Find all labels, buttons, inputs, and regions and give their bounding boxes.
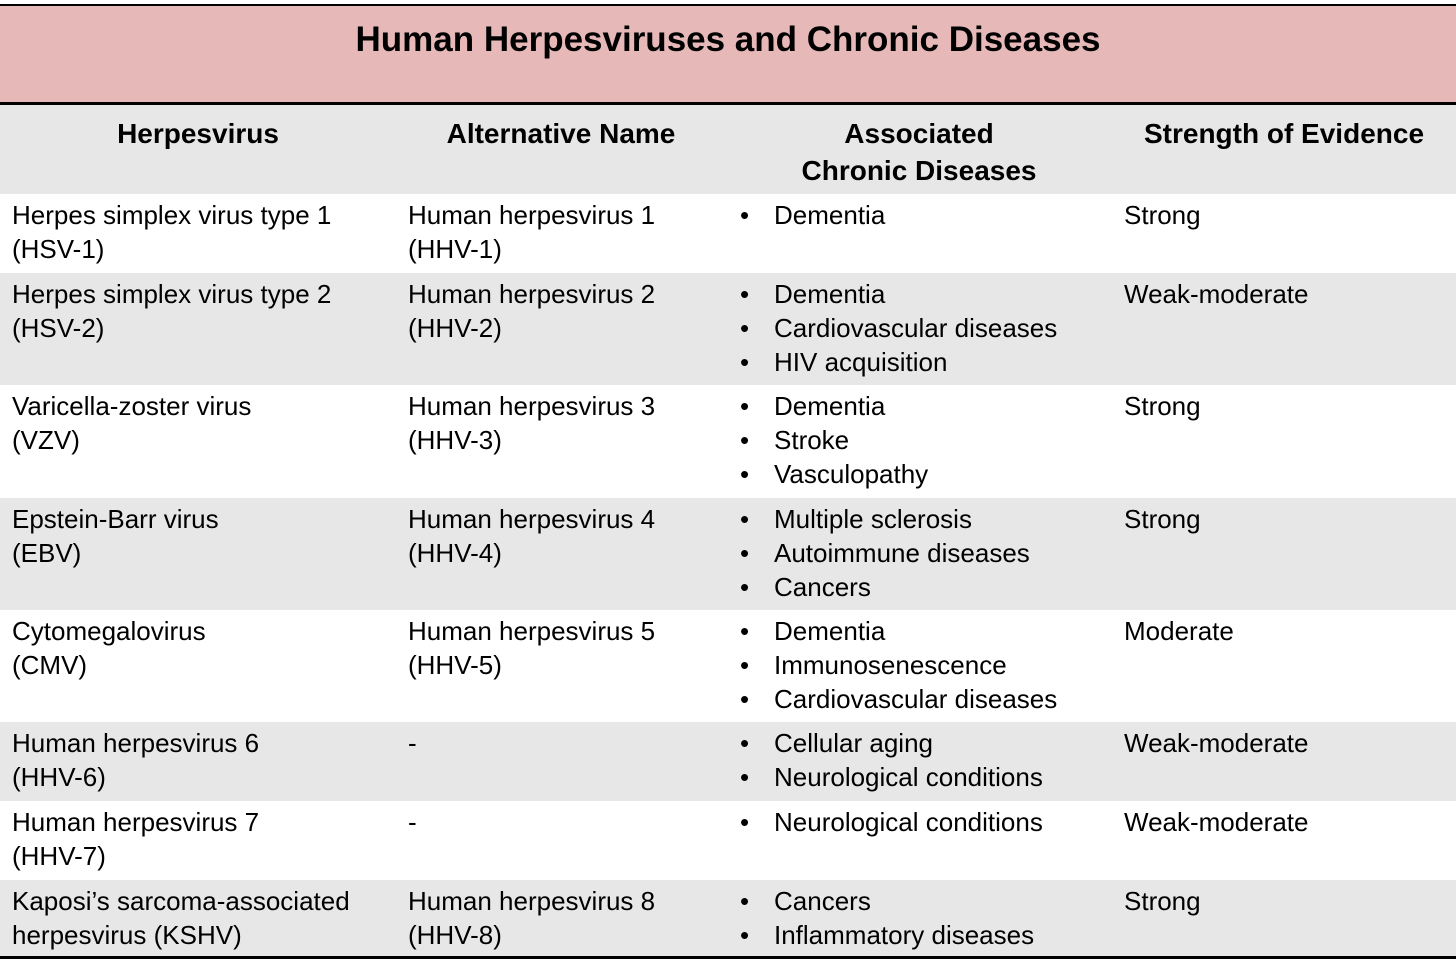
- disease-text: Autoimmune diseases: [774, 538, 1030, 568]
- diseases-cell: [726, 801, 1112, 880]
- virus-name: Varicella-zoster virus: [12, 391, 252, 421]
- bullet-icon: •: [740, 616, 750, 646]
- diseases-cell: [726, 385, 1112, 498]
- alt-name-cell: [396, 880, 726, 958]
- bullet-icon: •: [740, 279, 750, 309]
- disease-item: [738, 345, 1106, 379]
- disease-text: Neurological conditions: [774, 807, 1043, 837]
- virus-abbrev: (HHV-6): [12, 762, 106, 792]
- virus-cell: [0, 385, 396, 498]
- alt-abbrev: (HHV-8): [408, 920, 502, 950]
- disease-item: [738, 884, 1106, 918]
- alt-name: -: [408, 807, 417, 837]
- diseases-list: [738, 198, 1106, 232]
- virus-name: Herpes simplex virus type 1: [12, 200, 332, 230]
- virus-cell: [0, 722, 396, 801]
- virus-name: Herpes simplex virus type 2: [12, 279, 332, 309]
- disease-item: [738, 536, 1106, 570]
- disease-item: [738, 198, 1106, 232]
- alt-name: -: [408, 728, 417, 758]
- diseases-cell: [726, 880, 1112, 958]
- bullet-icon: •: [740, 459, 750, 489]
- bullet-icon: •: [740, 762, 750, 792]
- disease-text: Vasculopathy: [774, 459, 929, 489]
- table-row: [0, 610, 1456, 722]
- virus-name: Kaposi’s sarcoma-associated: [12, 886, 350, 916]
- diseases-list: [738, 805, 1106, 839]
- bullet-icon: •: [740, 728, 750, 758]
- disease-text: Cancers: [774, 886, 871, 916]
- header-row: [0, 105, 1456, 194]
- alt-abbrev: (HHV-2): [408, 313, 502, 343]
- title-banner: [0, 4, 1456, 105]
- table-body: [0, 194, 1456, 958]
- header-strength-of-evidence: Strength of Evidence: [1112, 105, 1456, 194]
- bullet-icon: •: [740, 538, 750, 568]
- virus-abbrev: (EBV): [12, 538, 82, 568]
- table-row: [0, 385, 1456, 498]
- bullet-icon: •: [740, 886, 750, 916]
- table-title: Human Herpesviruses and Chronic Diseases: [355, 20, 1101, 59]
- table-row: [0, 194, 1456, 273]
- disease-text: Stroke: [774, 425, 850, 455]
- evidence-cell: Strong: [1112, 385, 1456, 498]
- header-alternative-name: Alternative Name: [396, 105, 726, 194]
- bullet-icon: •: [740, 504, 750, 534]
- diseases-cell: [726, 194, 1112, 273]
- disease-item: [738, 726, 1106, 760]
- alt-abbrev: (HHV-5): [408, 650, 502, 680]
- diseases-cell: [726, 610, 1112, 722]
- alt-abbrev: (HHV-3): [408, 425, 502, 455]
- disease-item: [738, 760, 1106, 794]
- bullet-icon: •: [740, 650, 750, 680]
- disease-text: HIV acquisition: [774, 347, 948, 377]
- bullet-icon: •: [740, 920, 750, 950]
- header-associated-diseases: [726, 105, 1112, 194]
- diseases-list: [738, 389, 1106, 491]
- disease-text: Multiple sclerosis: [774, 504, 972, 534]
- disease-item: [738, 614, 1106, 648]
- herpesvirus-table: [0, 105, 1456, 958]
- disease-text: Cancers: [774, 572, 871, 602]
- alt-name: Human herpesvirus 8: [408, 886, 656, 916]
- disease-item: [738, 311, 1106, 345]
- disease-item: [738, 389, 1106, 423]
- virus-cell: [0, 194, 396, 273]
- virus-cell: [0, 610, 396, 722]
- virus-cell: [0, 880, 396, 958]
- disease-text: Neurological conditions: [774, 762, 1043, 792]
- disease-text: Immunosenescence: [774, 650, 1007, 680]
- bullet-icon: •: [740, 807, 750, 837]
- alt-abbrev: (HHV-4): [408, 538, 502, 568]
- evidence-cell: Strong: [1112, 194, 1456, 273]
- disease-text: Dementia: [774, 391, 886, 421]
- alt-name: Human herpesvirus 1: [408, 200, 656, 230]
- alt-name-cell: [396, 801, 726, 880]
- alt-name: Human herpesvirus 2: [408, 279, 656, 309]
- evidence-cell: Moderate: [1112, 610, 1456, 722]
- virus-abbrev: (CMV): [12, 650, 88, 680]
- virus-name: Epstein-Barr virus: [12, 504, 219, 534]
- table-header: [0, 105, 1456, 194]
- alt-name-cell: [396, 194, 726, 273]
- alt-name-cell: [396, 722, 726, 801]
- virus-abbrev: (HHV-7): [12, 841, 106, 871]
- bullet-icon: •: [740, 684, 750, 714]
- table-row: [0, 722, 1456, 801]
- bullet-icon: •: [740, 425, 750, 455]
- disease-text: Cellular aging: [774, 728, 933, 758]
- virus-cell: [0, 801, 396, 880]
- diseases-cell: [726, 722, 1112, 801]
- virus-abbrev: (HSV-1): [12, 234, 105, 264]
- diseases-cell: [726, 498, 1112, 610]
- disease-item: [738, 918, 1106, 952]
- alt-name-cell: [396, 498, 726, 610]
- alt-name-cell: [396, 273, 726, 385]
- disease-item: [738, 423, 1106, 457]
- diseases-list: [738, 502, 1106, 604]
- disease-text: Dementia: [774, 200, 886, 230]
- virus-abbrev: (VZV): [12, 425, 80, 455]
- disease-text: Inflammatory diseases: [774, 920, 1035, 950]
- bullet-icon: •: [740, 347, 750, 377]
- diseases-list: [738, 614, 1106, 716]
- disease-item: [738, 457, 1106, 491]
- header-diseases-line2: Chronic Diseases: [801, 155, 1037, 186]
- header-diseases-line1: Associated: [844, 118, 994, 149]
- disease-item: [738, 570, 1106, 604]
- bullet-icon: •: [740, 391, 750, 421]
- virus-name: Human herpesvirus 7: [12, 807, 260, 837]
- table-row: [0, 498, 1456, 610]
- header-herpesvirus: Herpesvirus: [0, 105, 396, 194]
- bullet-icon: •: [740, 313, 750, 343]
- alt-abbrev: (HHV-1): [408, 234, 502, 264]
- disease-item: [738, 277, 1106, 311]
- virus-abbrev: herpesvirus (KSHV): [12, 920, 242, 950]
- diseases-list: [738, 726, 1106, 794]
- alt-name: Human herpesvirus 3: [408, 391, 656, 421]
- disease-item: [738, 648, 1106, 682]
- diseases-cell: [726, 273, 1112, 385]
- disease-text: Dementia: [774, 279, 886, 309]
- diseases-list: [738, 884, 1106, 952]
- table-row: [0, 801, 1456, 880]
- evidence-cell: Strong: [1112, 498, 1456, 610]
- disease-item: [738, 502, 1106, 536]
- evidence-cell: Weak-moderate: [1112, 273, 1456, 385]
- virus-cell: [0, 498, 396, 610]
- alt-name-cell: [396, 610, 726, 722]
- disease-text: Cardiovascular diseases: [774, 313, 1058, 343]
- disease-text: Cardiovascular diseases: [774, 684, 1058, 714]
- evidence-cell: Weak-moderate: [1112, 722, 1456, 801]
- bottom-border: [0, 956, 1456, 959]
- evidence-cell: Weak-moderate: [1112, 801, 1456, 880]
- disease-item: [738, 805, 1106, 839]
- evidence-cell: Strong: [1112, 880, 1456, 958]
- virus-name: Human herpesvirus 6: [12, 728, 260, 758]
- virus-name: Cytomegalovirus: [12, 616, 206, 646]
- virus-abbrev: (HSV-2): [12, 313, 105, 343]
- alt-name-cell: [396, 385, 726, 498]
- table-row: [0, 273, 1456, 385]
- bullet-icon: •: [740, 200, 750, 230]
- disease-item: [738, 682, 1106, 716]
- bullet-icon: •: [740, 572, 750, 602]
- diseases-list: [738, 277, 1106, 379]
- virus-cell: [0, 273, 396, 385]
- disease-text: Dementia: [774, 616, 886, 646]
- alt-name: Human herpesvirus 4: [408, 504, 656, 534]
- alt-name: Human herpesvirus 5: [408, 616, 656, 646]
- table-row: [0, 880, 1456, 958]
